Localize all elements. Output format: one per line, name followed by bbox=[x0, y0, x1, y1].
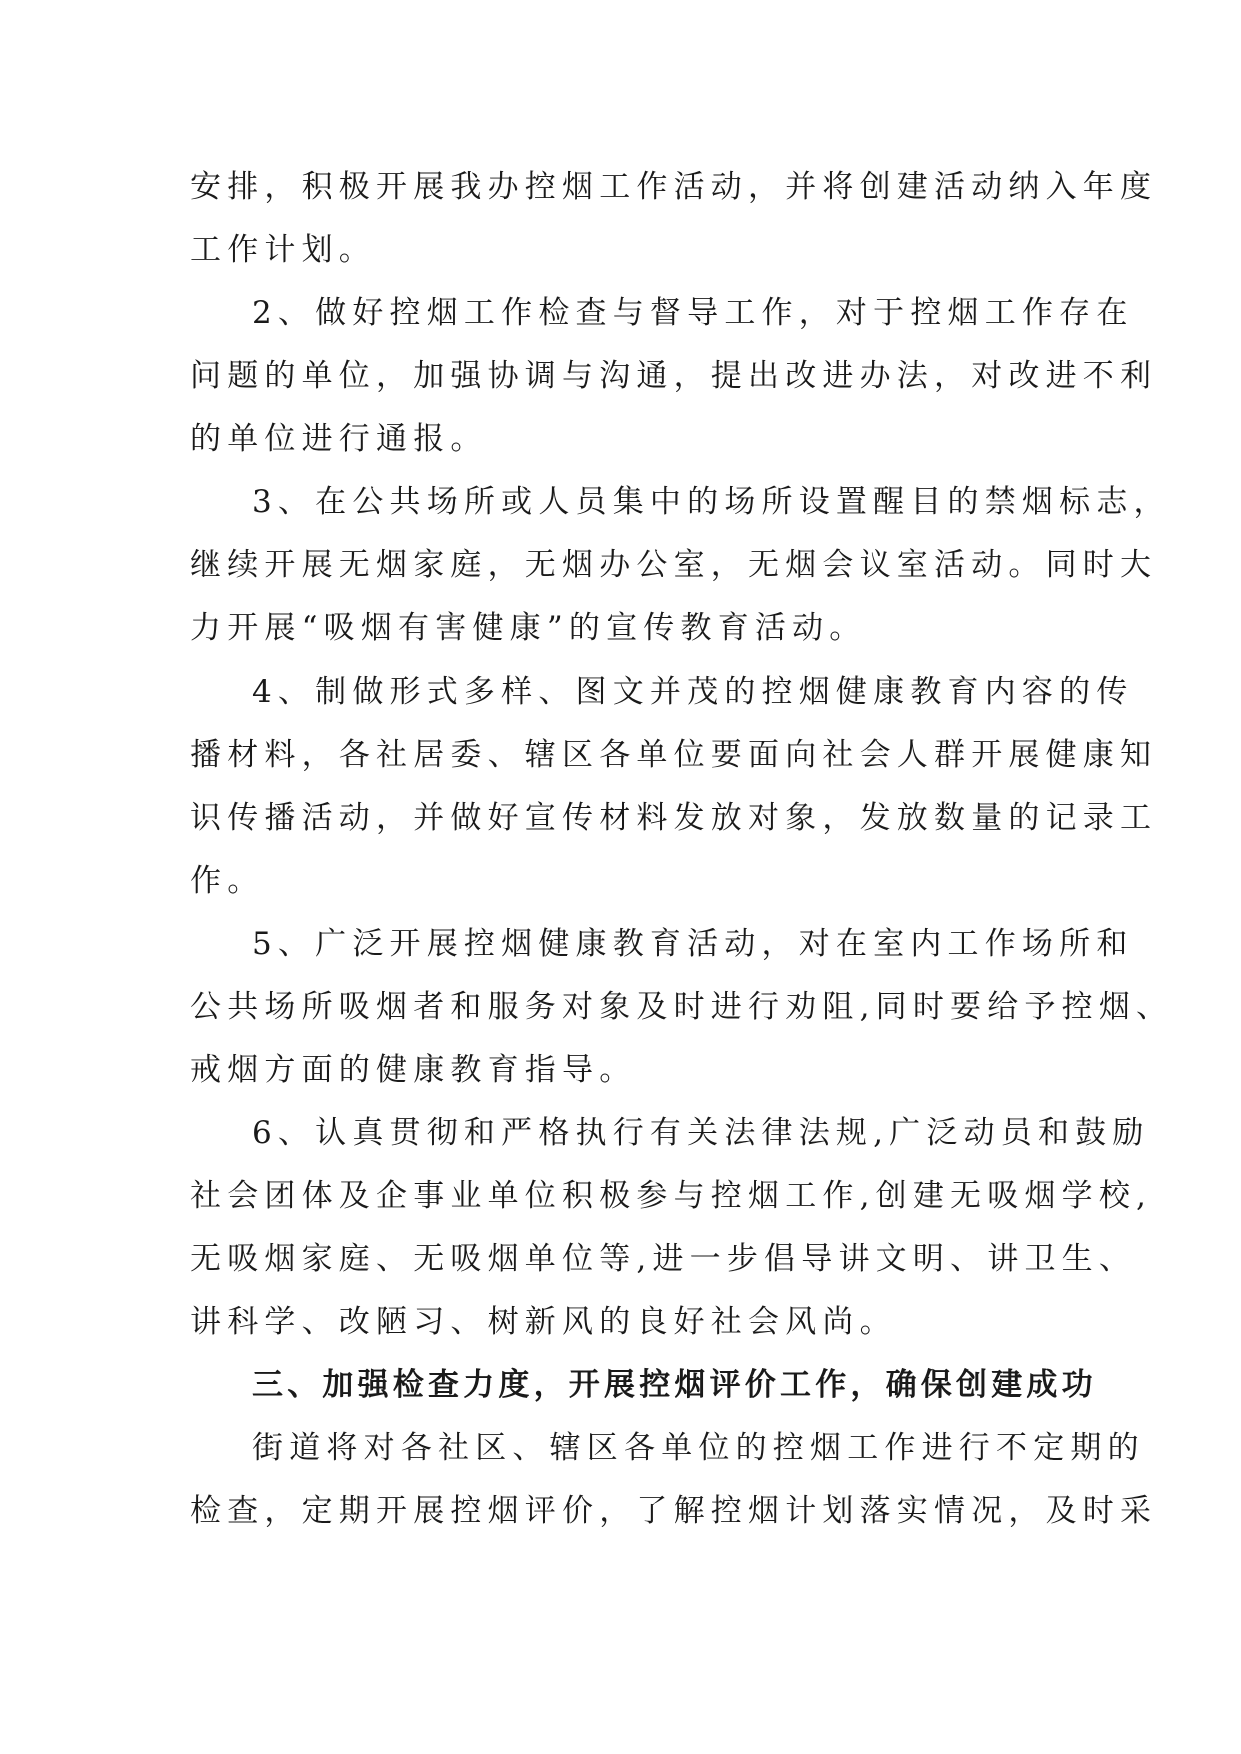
body-line: 无吸烟家庭、无吸烟单位等,进一步倡导讲文明、讲卫生、 bbox=[190, 1241, 1137, 1277]
body-line: 识传播活动，并做好宣传材料发放对象，发放数量的记录工 bbox=[190, 800, 1158, 836]
body-line: 作。 bbox=[190, 863, 265, 899]
body-line: 工作计划。 bbox=[190, 232, 376, 268]
body-line: 公共场所吸烟者和服务对象及时进行劝阻,同时要给予控烟、 bbox=[190, 989, 1174, 1025]
body-line: 播材料，各社居委、辖区各单位要面向社会人群开展健康知 bbox=[190, 737, 1158, 773]
body-line: 讲科学、改陋习、树新风的良好社会风尚。 bbox=[190, 1304, 897, 1340]
list-item-3-line: 3、在公共场所或人员集中的场所设置醒目的禁烟标志， bbox=[252, 484, 1171, 520]
body-line: 问题的单位，加强协调与沟通，提出改进办法，对改进不利 bbox=[190, 358, 1158, 394]
list-item-4-line: 4、制做形式多样、图文并茂的控烟健康教育内容的传 bbox=[252, 674, 1134, 710]
list-item-2-line: 2、做好控烟工作检查与督导工作，对于控烟工作存在 bbox=[252, 295, 1134, 331]
body-line: 继续开展无烟家庭，无烟办公室，无烟会议室活动。同时大 bbox=[190, 547, 1158, 583]
body-line: 力开展“吸烟有害健康”的宣传教育活动。 bbox=[190, 610, 867, 646]
list-item-5-line: 5、广泛开展控烟健康教育活动，对在室内工作场所和 bbox=[252, 926, 1134, 962]
section-heading: 三、加强检查力度，开展控烟评价工作，确保创建成功 bbox=[252, 1367, 1097, 1403]
body-line: 检查，定期开展控烟评价，了解控烟计划落实情况，及时采 bbox=[190, 1493, 1158, 1529]
body-line: 社会团体及企事业单位积极参与控烟工作,创建无吸烟学校, bbox=[190, 1178, 1153, 1214]
body-line: 的单位进行通报。 bbox=[190, 421, 488, 457]
list-item-6-line: 6、认真贯彻和严格执行有关法律法规,广泛动员和鼓励 bbox=[252, 1115, 1150, 1151]
body-line: 街道将对各社区、辖区各单位的控烟工作进行不定期的 bbox=[252, 1430, 1145, 1466]
body-line: 安排，积极开展我办控烟工作活动，并将创建活动纳入年度 bbox=[190, 169, 1158, 205]
body-line: 戒烟方面的健康教育指导。 bbox=[190, 1052, 637, 1088]
